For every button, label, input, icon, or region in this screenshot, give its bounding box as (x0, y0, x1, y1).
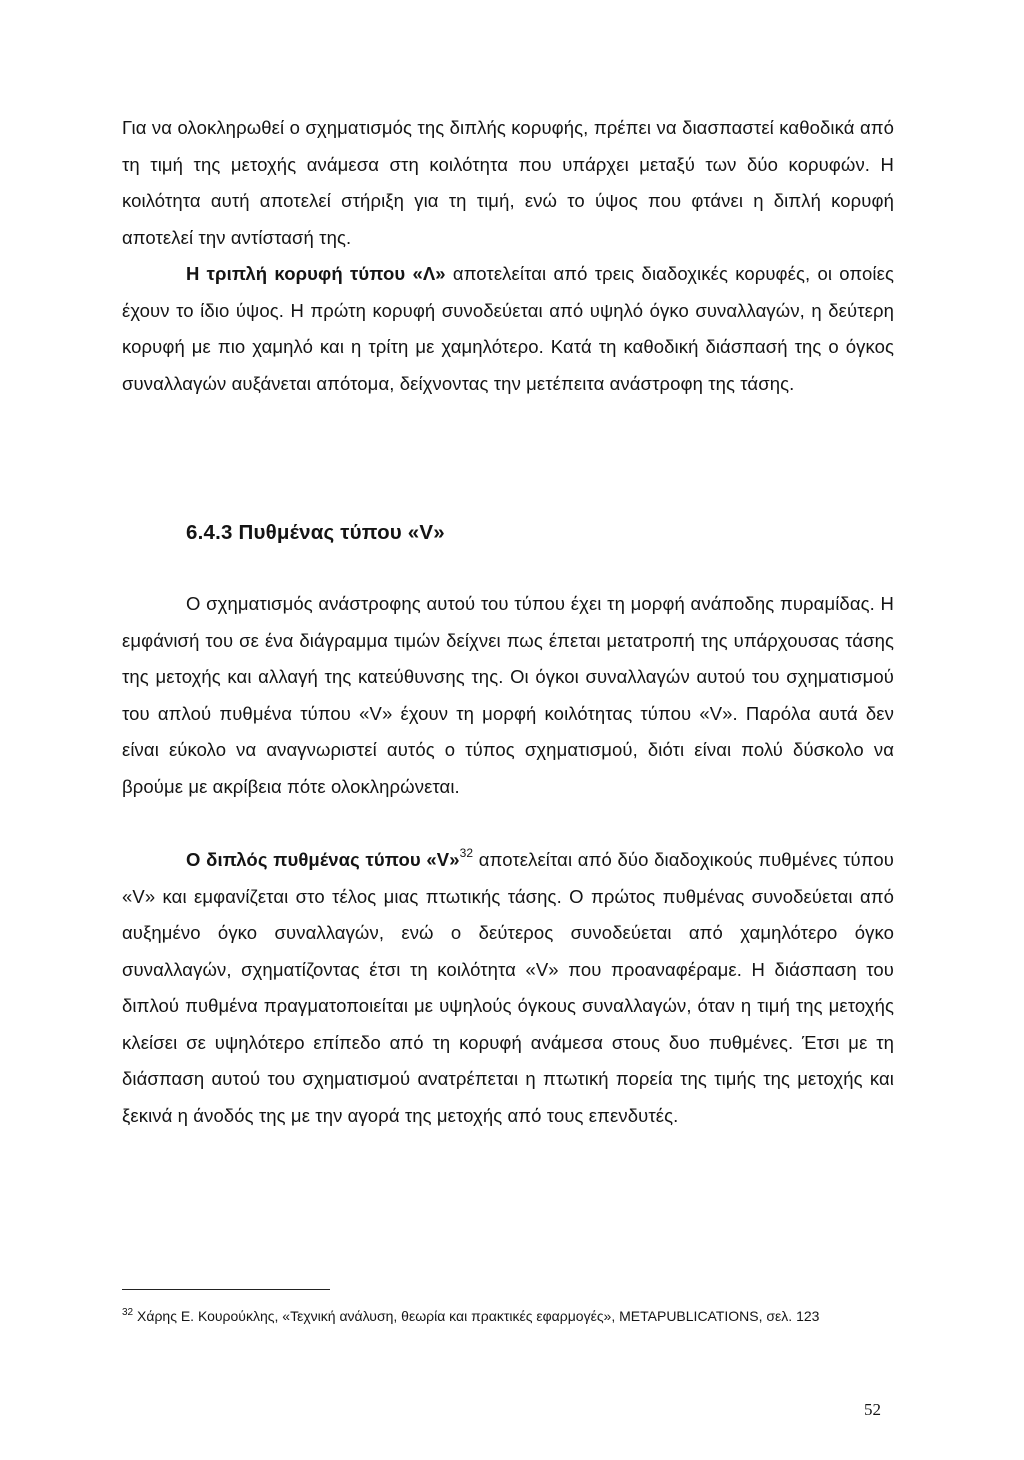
triple-top-term: Η τριπλή κορυφή τύπου «Λ» (186, 263, 446, 284)
intro-paragraph: Για να ολοκληρωθεί ο σχηματισμός της διπλής κορυφής, πρέπει να διασπαστεί καθοδικά από τη τιμή της μετοχής ανάμεσα στη κοιλότητα που υπάρχει μεταξύ των δύο κορυφών. Η κοιλότητα αυτή αποτελεί στήριξη για τη τιμή, ενώ το ύψος που φτάνει η διπλή κορυφή αποτελεί την αντίστασή της. (122, 117, 894, 248)
triple-top-paragraph (122, 256, 894, 402)
v-bottom-paragraph: Ο σχηματισμός ανάστροφης αυτού του τύπου έχει τη μορφή ανάποδης πυραμίδας. Η εμφάνισή του σε ένα διάγραμμα τιμών δείχνει πως έπεται μετατροπή της υπάρχουσας τάσης της μετοχής και αλλαγή της κατεύθυνσης της. Οι όγκοι συναλλαγών αυτού του σχηματισμού του απλού πυθμένα τύπου «V» έχουν τη μορφή κοιλότητας τύπου «V». Παρόλα αυτά δεν είναι εύκολο να αναγνωριστεί αυτός ο τύπος σχηματισμού, διότι είναι πολύ δύσκολο να βρούμε με ακρίβεια πότε ολοκληρώνεται. (122, 593, 894, 797)
footnote-reference[interactable]: 32 (459, 846, 474, 860)
footnote-divider (122, 1289, 330, 1290)
triple-top-text: αποτελείται από τρεις διαδοχικές κορυφές, οι οποίες έχουν το ίδιο ύψος. Η πρώτη κορυφή συνοδεύεται από υψηλό όγκο συναλλαγών, η δεύτερη κορυφή με πιο χαμηλό και η τρίτη με χαμηλότερο. Κατά τη καθοδική διάσπασή της ο όγκος συναλλαγών αυξάνεται απότομα, δείχνοντας την μετέπειτα ανάστροφη της τάσης. (122, 263, 894, 394)
page-number: 52 (864, 1400, 881, 1419)
footnote-text: Χάρης Ε. Κουρούκλης, «Τεχνική ανάλυση, θεωρία και πρακτικές εφαρμογές», METAPUBLICATIONS, σελ. 123 (133, 1308, 820, 1324)
footnote (122, 1303, 894, 1329)
double-bottom-text: αποτελείται από δύο διαδοχικούς πυθμένες τύπου «V» και εμφανίζεται στο τέλος μιας πτωτικής τάσης. Ο πρώτος πυθμένας συνοδεύεται από αυξημένο όγκο συναλλαγών, ενώ ο δεύτερος συνοδεύεται από χαμηλότερο όγκο συναλλαγών, σχηματίζοντας έτσι τη κοιλότητα «V» που προαναφέραμε. Η διάσπαση του διπλού πυθμένα πραγματοποιείται με υψηλούς όγκους συναλλαγών, όταν η τιμή της μετοχής κλείσει σε υψηλότερο επίπεδο από τη κορυφή ανάμεσα στους δυο πυθμένες. Έτσι με τη διάσπαση αυτού του σχηματισμού ανατρέπεται η πτωτική πορεία της τιμής της μετοχής και ξεκινά η άνοδός της με την αγορά της μετοχής από τους επενδυτές. (122, 849, 894, 1126)
footnote-number: 32 (122, 1307, 134, 1318)
double-bottom-paragraph (122, 842, 894, 1134)
double-bottom-term: Ο διπλός πυθμένας τύπου «V» (186, 849, 460, 870)
section-heading: 6.4.3 Πυθμένας τύπου «V» (186, 521, 445, 544)
